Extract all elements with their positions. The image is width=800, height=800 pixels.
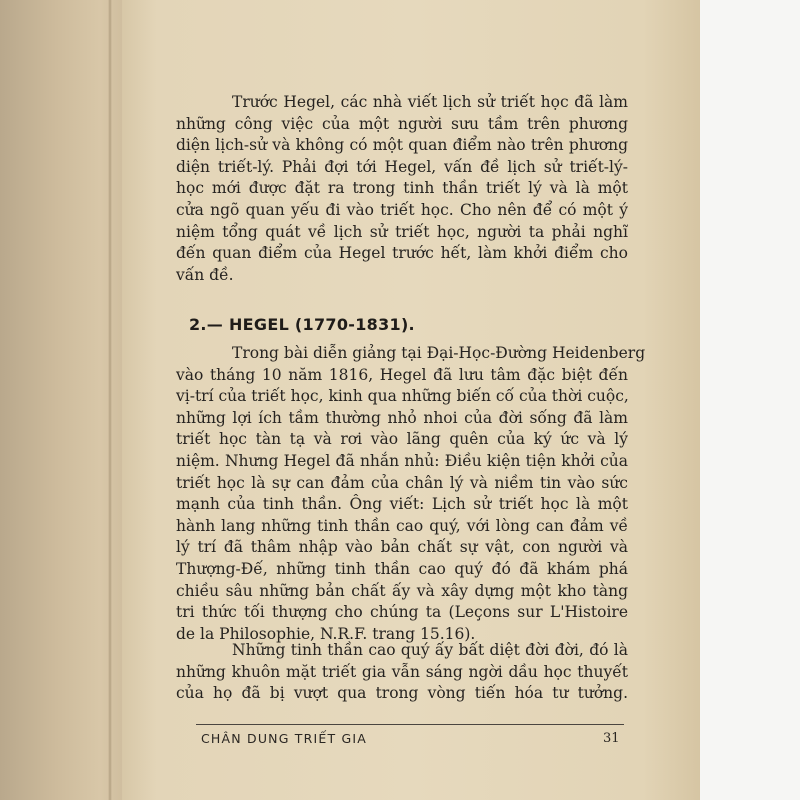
text-line: Trong bài diễn giảng tại Đại-Học-Đường Heidenberg — [232, 344, 646, 362]
text-line: những khuôn mặt triết gia vẫn sáng ngời dầu học thuyết — [176, 662, 628, 681]
text-line: niệm tổng quát về lịch sử triết học, người ta phải nghĩ — [176, 222, 628, 241]
page-gutter-edge — [108, 0, 112, 800]
text-line: Những tinh thần cao quý ấy bất diệt đời đời, đó là — [232, 641, 628, 659]
text-line: Trước Hegel, các nhà viết lịch sử triết học đã làm — [232, 93, 628, 111]
section-heading: 2.— HEGEL (1770-1831). — [189, 315, 415, 334]
text-line: triết học là sự can đảm của chân lý và niềm tin vào sức — [176, 473, 628, 492]
text-line: Thượng-Đế, những tinh thần cao quý đó đã khám phá — [176, 559, 628, 578]
text-line: vấn đề. — [176, 265, 234, 284]
text-line: chiều sâu những bản chất ấy và xây dựng một kho tàng — [176, 581, 628, 600]
text-line: de la Philosophie, N.R.F. trang 15.16). — [176, 624, 476, 643]
background-margin — [700, 0, 800, 800]
text-line: những lợi ích tầm thường nhỏ nhoi của đời sống đã làm — [176, 408, 628, 427]
text-line: mạnh của tinh thần. Ông viết: Lịch sử triết học là một — [176, 495, 628, 514]
paragraph-noble-spirits — [176, 640, 628, 705]
page-number: 31 — [603, 731, 620, 746]
footer-divider — [196, 724, 624, 725]
text-line: cửa ngõ quan yếu đi vào triết học. Cho nên để có một ý — [176, 200, 628, 219]
text-line: diện lịch-sử và không có một quan điểm nào trên phương — [176, 136, 628, 155]
text-line: học mới được đặt ra trong tinh thần triết lý và là một — [176, 179, 628, 198]
paragraph-intro — [176, 92, 628, 286]
text-line: của họ đã bị vượt qua trong vòng tiến hóa tư tưởng. — [176, 684, 628, 703]
text-line: vị-trí của triết học, kinh qua những biến cố của thời cuộc, — [176, 387, 629, 406]
text-line: tri thức tối thượng cho chúng ta (Leçons sur L'Histoire — [176, 603, 628, 622]
text-line: diện triết-lý. Phải đợi tới Hegel, vấn đề lịch sử triết-lý- — [176, 157, 628, 176]
running-title: CHÂN DUNG TRIẾT GIA — [201, 731, 368, 746]
text-line: những công việc của một người sưu tầm trên phương — [176, 114, 628, 133]
text-line: niệm. Nhưng Hegel đã nhắn nhủ: Điều kiện tiện khởi của — [176, 451, 628, 470]
book-spine-shadow — [0, 0, 125, 800]
text-line: triết học tàn tạ và rơi vào lãng quên của ký ức và lý — [176, 430, 628, 449]
text-line: hành lang những tinh thần cao quý, với lòng can đảm về — [176, 516, 628, 535]
text-line: lý trí đã thâm nhập vào bản chất sự vật, con người và — [176, 538, 628, 557]
paragraph-hegel-lecture — [176, 343, 646, 645]
text-line: đến quan điểm của Hegel trước hết, làm khởi điểm cho — [176, 244, 628, 263]
text-line: vào tháng 10 năm 1816, Hegel đã lưu tâm đặc biệt đến — [176, 365, 628, 384]
